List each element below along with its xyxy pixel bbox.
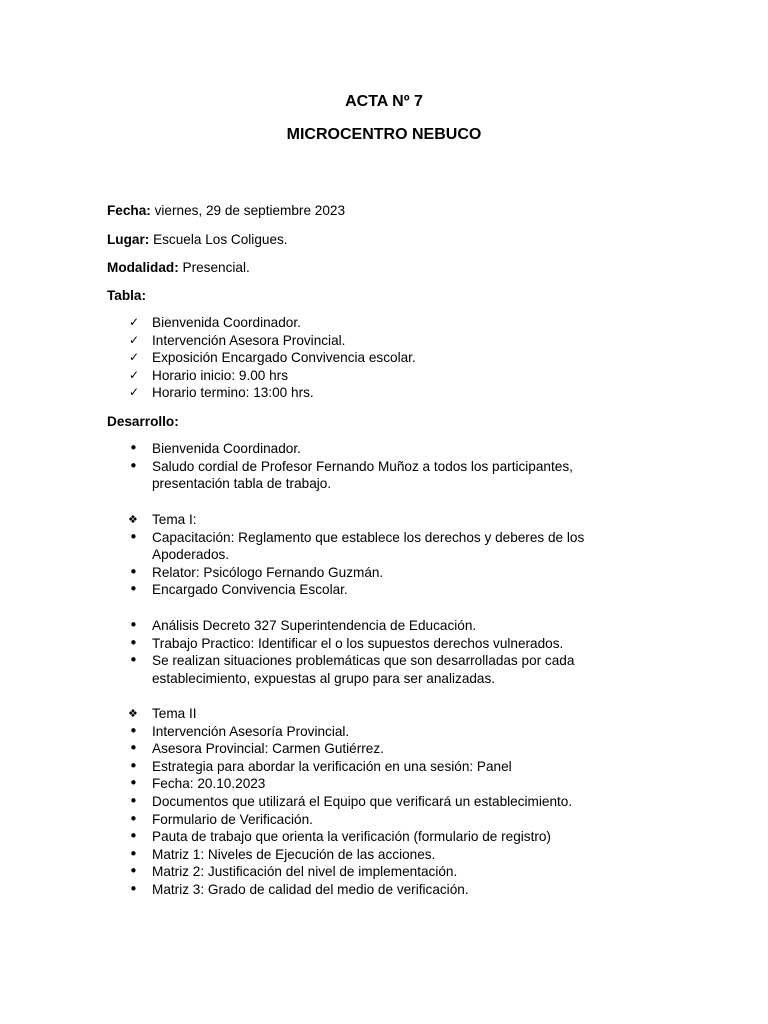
modalidad-value: Presencial. — [178, 260, 250, 275]
checkmark-icon: ✓ — [129, 332, 140, 347]
modalidad-field — [107, 259, 250, 276]
bullet-icon: • — [129, 879, 138, 898]
bullet-icon: • — [129, 580, 138, 599]
bullet-icon: • — [129, 616, 138, 634]
bullet-icon: • — [129, 791, 138, 810]
tema2-list — [107, 705, 627, 899]
bullet-icon: • — [129, 456, 138, 475]
list-item: • Análisis Decreto 327 Superintendencia de Educación. — [129, 616, 477, 634]
document-title: ACTA Nº 7 — [345, 93, 423, 110]
list-item: • Intervención Asesoría Provincial. — [129, 721, 350, 740]
fecha-value: viernes, 29 de septiembre 2023 — [150, 203, 346, 218]
bullet-icon: • — [129, 439, 138, 457]
checkmark-icon: ✓ — [129, 350, 140, 365]
desarrollo-heading — [107, 413, 179, 430]
list-item: • Fecha: 20.10.2023 — [129, 774, 266, 793]
list-item: • Documentos que utilizará el Equipo que verificará un establecimiento. — [129, 791, 573, 810]
bullet-icon: • — [129, 562, 138, 581]
tabla-heading — [107, 287, 146, 304]
desarrollo-list-analysis — [107, 617, 627, 687]
lugar-value: Escuela Los Coligues. — [149, 232, 288, 247]
checkmark-icon: ✓ — [129, 385, 140, 400]
fecha-colon: : — [146, 203, 151, 218]
list-item: • Capacitación: Reglamento que establece los derechos y deberes de los Apoderados. — [129, 527, 585, 563]
fecha-field — [107, 202, 345, 219]
tabla-label: Tabla — [107, 288, 142, 303]
list-item: ✓ Bienvenida Coordinador. — [129, 315, 301, 330]
list-item: • Bienvenida Coordinador. — [129, 439, 301, 457]
tema2-heading: ❖ Tema II — [128, 706, 197, 721]
bullet-icon: • — [129, 827, 138, 846]
list-item: ✓ Intervención Asesora Provincial. — [129, 332, 346, 348]
list-item: ✓ Exposición Encargado Convivencia escolar. — [129, 350, 416, 366]
list-item: • Pauta de trabajo que orienta la verificación (formulario de registro) — [129, 827, 551, 846]
bullet-icon: • — [129, 862, 138, 881]
list-item: • Se realizan situaciones problemáticas que son desarrolladas por cada establecimiento, expuestas al grupo para ser analizadas. — [129, 651, 575, 686]
checkmark-icon: ✓ — [129, 315, 140, 329]
tema1-heading: ❖ Tema I: — [128, 512, 197, 527]
fecha-label: Fecha — [107, 203, 147, 218]
desarrollo-colon: : — [174, 414, 179, 429]
checkmark-icon: ✓ — [129, 367, 140, 382]
tabla-colon: : — [141, 288, 147, 303]
list-item: • Matriz 3: Grado de calidad del medio de verificación. — [129, 879, 469, 898]
bullet-icon: • — [129, 633, 138, 652]
bullet-icon: • — [129, 651, 138, 670]
list-item: ✓ Horario termino: 13:00 hrs. — [129, 385, 314, 401]
list-item: • Relator: Psicólogo Fernando Guzmán. — [129, 562, 384, 581]
four-diamond-icon: ❖ — [128, 707, 138, 720]
list-item: • Formulario de Verificación. — [129, 809, 313, 828]
tabla-list — [107, 314, 627, 402]
bullet-icon: • — [129, 809, 138, 828]
list-item: • Saludo cordial de Profesor Fernando Muñoz a todos los participantes, presentación tabla de trabajo. — [129, 456, 573, 492]
list-item: • Trabajo Practico: Identificar el o los supuestos derechos vulnerados. — [129, 633, 564, 652]
bullet-icon: • — [129, 721, 138, 740]
list-item: • Matriz 2: Justificación del nivel de implementación. — [129, 862, 458, 881]
tema1-list — [107, 511, 627, 599]
bullet-icon: • — [129, 844, 138, 863]
desarrollo-list-intro — [107, 440, 627, 493]
bullet-icon: • — [129, 774, 138, 793]
list-item: • Encargado Convivencia Escolar. — [129, 580, 348, 599]
list-item: • Asesora Provincial: Carmen Gutiérrez. — [129, 739, 384, 758]
bullet-icon: • — [129, 739, 138, 758]
desarrollo-label: Desarrollo — [107, 414, 175, 429]
document-subtitle: MICROCENTRO NEBUCO — [286, 126, 482, 143]
bullet-icon: • — [129, 527, 138, 546]
four-diamond-icon: ❖ — [128, 513, 138, 526]
modalidad-label: Modalidad: — [107, 260, 179, 275]
bullet-icon: • — [129, 756, 138, 775]
list-item: • Estrategia para abordar la verificación en una sesión: Panel — [129, 756, 512, 775]
lugar-label: Lugar: — [107, 232, 150, 247]
list-item: ✓ Horario inicio: 9.00 hrs — [129, 367, 288, 383]
list-item: • Matriz 1: Niveles de Ejecución de las acciones. — [129, 844, 436, 863]
lugar-field — [107, 231, 288, 248]
